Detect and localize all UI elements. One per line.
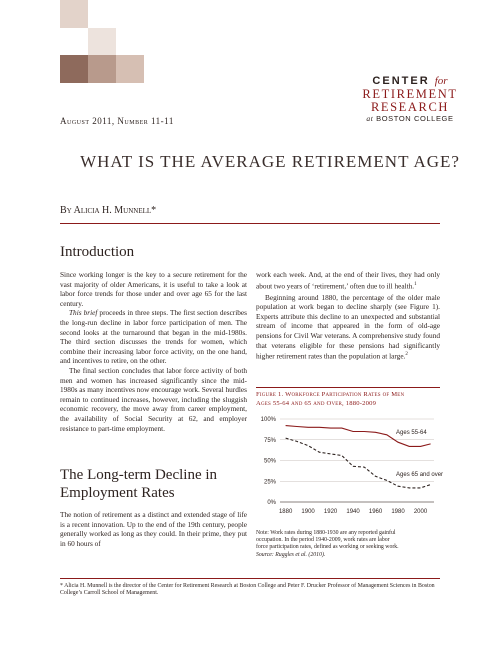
section2-paragraph-1: The notion of retirement as a distinct and extended stage of life is a recent innovation. Up to the end of the 19th century, people generally worked as long as they could. In their prime, they put in 60 hours of	[60, 510, 247, 548]
x-tick-label: 1880	[278, 509, 293, 515]
right-paragraph-1: work each week. And, at the end of their lives, they had only about two years of ‘retirement,’ often due to ill health.$^1$	[256, 270, 440, 291]
decor-square-4	[88, 28, 116, 55]
figure-note: Note: Work rates during 1880-1930 are any reported gainful occupation. In the period 1940-2009, work rates are labor force participation rates, defined as working or seeking work. Source: Ruggles et al. (2010).	[256, 530, 399, 558]
y-tick-label: 75%	[263, 437, 276, 444]
issue-number: August 2011, Number 11-11	[60, 116, 174, 126]
y-tick-label: 25%	[263, 479, 276, 486]
logo-college-text: at BOSTON COLLEGE	[366, 114, 454, 123]
footnote-rule	[60, 578, 440, 579]
series-label: Ages 55-64	[396, 430, 427, 437]
figure-top-rule	[256, 387, 440, 388]
figure-title: Figure 1. Workforce Participation Rates of Men Ages 55-64 and 65 and Over, 1880-2009	[256, 391, 405, 407]
logo-center-text: CENTER for	[372, 75, 448, 87]
x-tick-label: 1900	[301, 509, 315, 515]
x-tick-label: 2000	[413, 509, 428, 515]
byline-rule	[60, 223, 440, 224]
series-label: Ages 65 and over	[396, 472, 444, 479]
intro-paragraph-3: The final section concludes that labor force activity of both men and women has increased significantly since the mid-1980s as many incentives now encourage work. Several hurdles remain to continued increases, however, including the sluggish economic recovery, the move away from career employment, the availability of Social Security at 62, and employer resistance to part-time employment.	[60, 365, 247, 433]
logo-retirement-text: RETIREMENT	[362, 87, 458, 101]
intro-text	[60, 270, 247, 433]
intro-heading: Introduction	[60, 244, 135, 260]
section2-heading: The Long-term Decline in Employment Rates	[60, 467, 218, 501]
decor-square-3	[116, 55, 144, 83]
byline: By Alicia H. Munnell*	[60, 205, 157, 216]
x-tick-label: 1960	[368, 509, 383, 515]
y-tick-label: 100%	[260, 417, 276, 423]
y-tick-label: 50%	[263, 458, 276, 465]
decor-square-top	[60, 0, 88, 28]
section2-text	[60, 510, 247, 548]
right-column-text	[256, 270, 440, 361]
intro-paragraph-2: This brief proceeds in three steps. The first section describes the long-run decline in labor force participation of men. The second looks at the turnaround that began in the mid-1980s. The third section discusses the trends for women, which combine their increasing labor force activity, on the one hand, and incentives to retire, on the other.	[60, 308, 247, 366]
figure-1-chart	[256, 412, 444, 524]
intro-paragraph-1: Since working longer is the key to a secure retirement for the vast majority of older Americans, it is useful to take a look at labor force trends for those under and over age 65 for the last century.	[60, 270, 247, 308]
y-tick-label: 0%	[267, 500, 276, 506]
x-tick-label: 1980	[391, 509, 405, 515]
right-paragraph-2: Beginning around 1880, the percentage of the older male population at work began to decline sharply (see Figure 1). Experts attribute this decline to an unexpected and substantial stream of income that appeared in the form of old-age pensions for Civil War veterans. A comprehensive study found that veterans eligible for these pensions had significantly higher retirement rates than the population at large.$^2$	[256, 292, 440, 361]
x-tick-label: 1940	[346, 509, 360, 515]
footnote: * Alicia H. Munnell is the director of the Center for Retirement Research at Boston College and Peter F. Drucker Professor of Management Sciences in Boston College’s Carroll School of Management.	[60, 583, 435, 597]
article-title: WHAT IS THE AVERAGE RETIREMENT AGE?	[80, 152, 460, 171]
x-tick-label: 1920	[323, 509, 338, 515]
decor-square-2	[88, 55, 116, 83]
logo-research-text: RESEARCH	[370, 100, 450, 114]
series-line-ages-65-over	[286, 438, 431, 488]
decor-square-1	[60, 55, 88, 83]
